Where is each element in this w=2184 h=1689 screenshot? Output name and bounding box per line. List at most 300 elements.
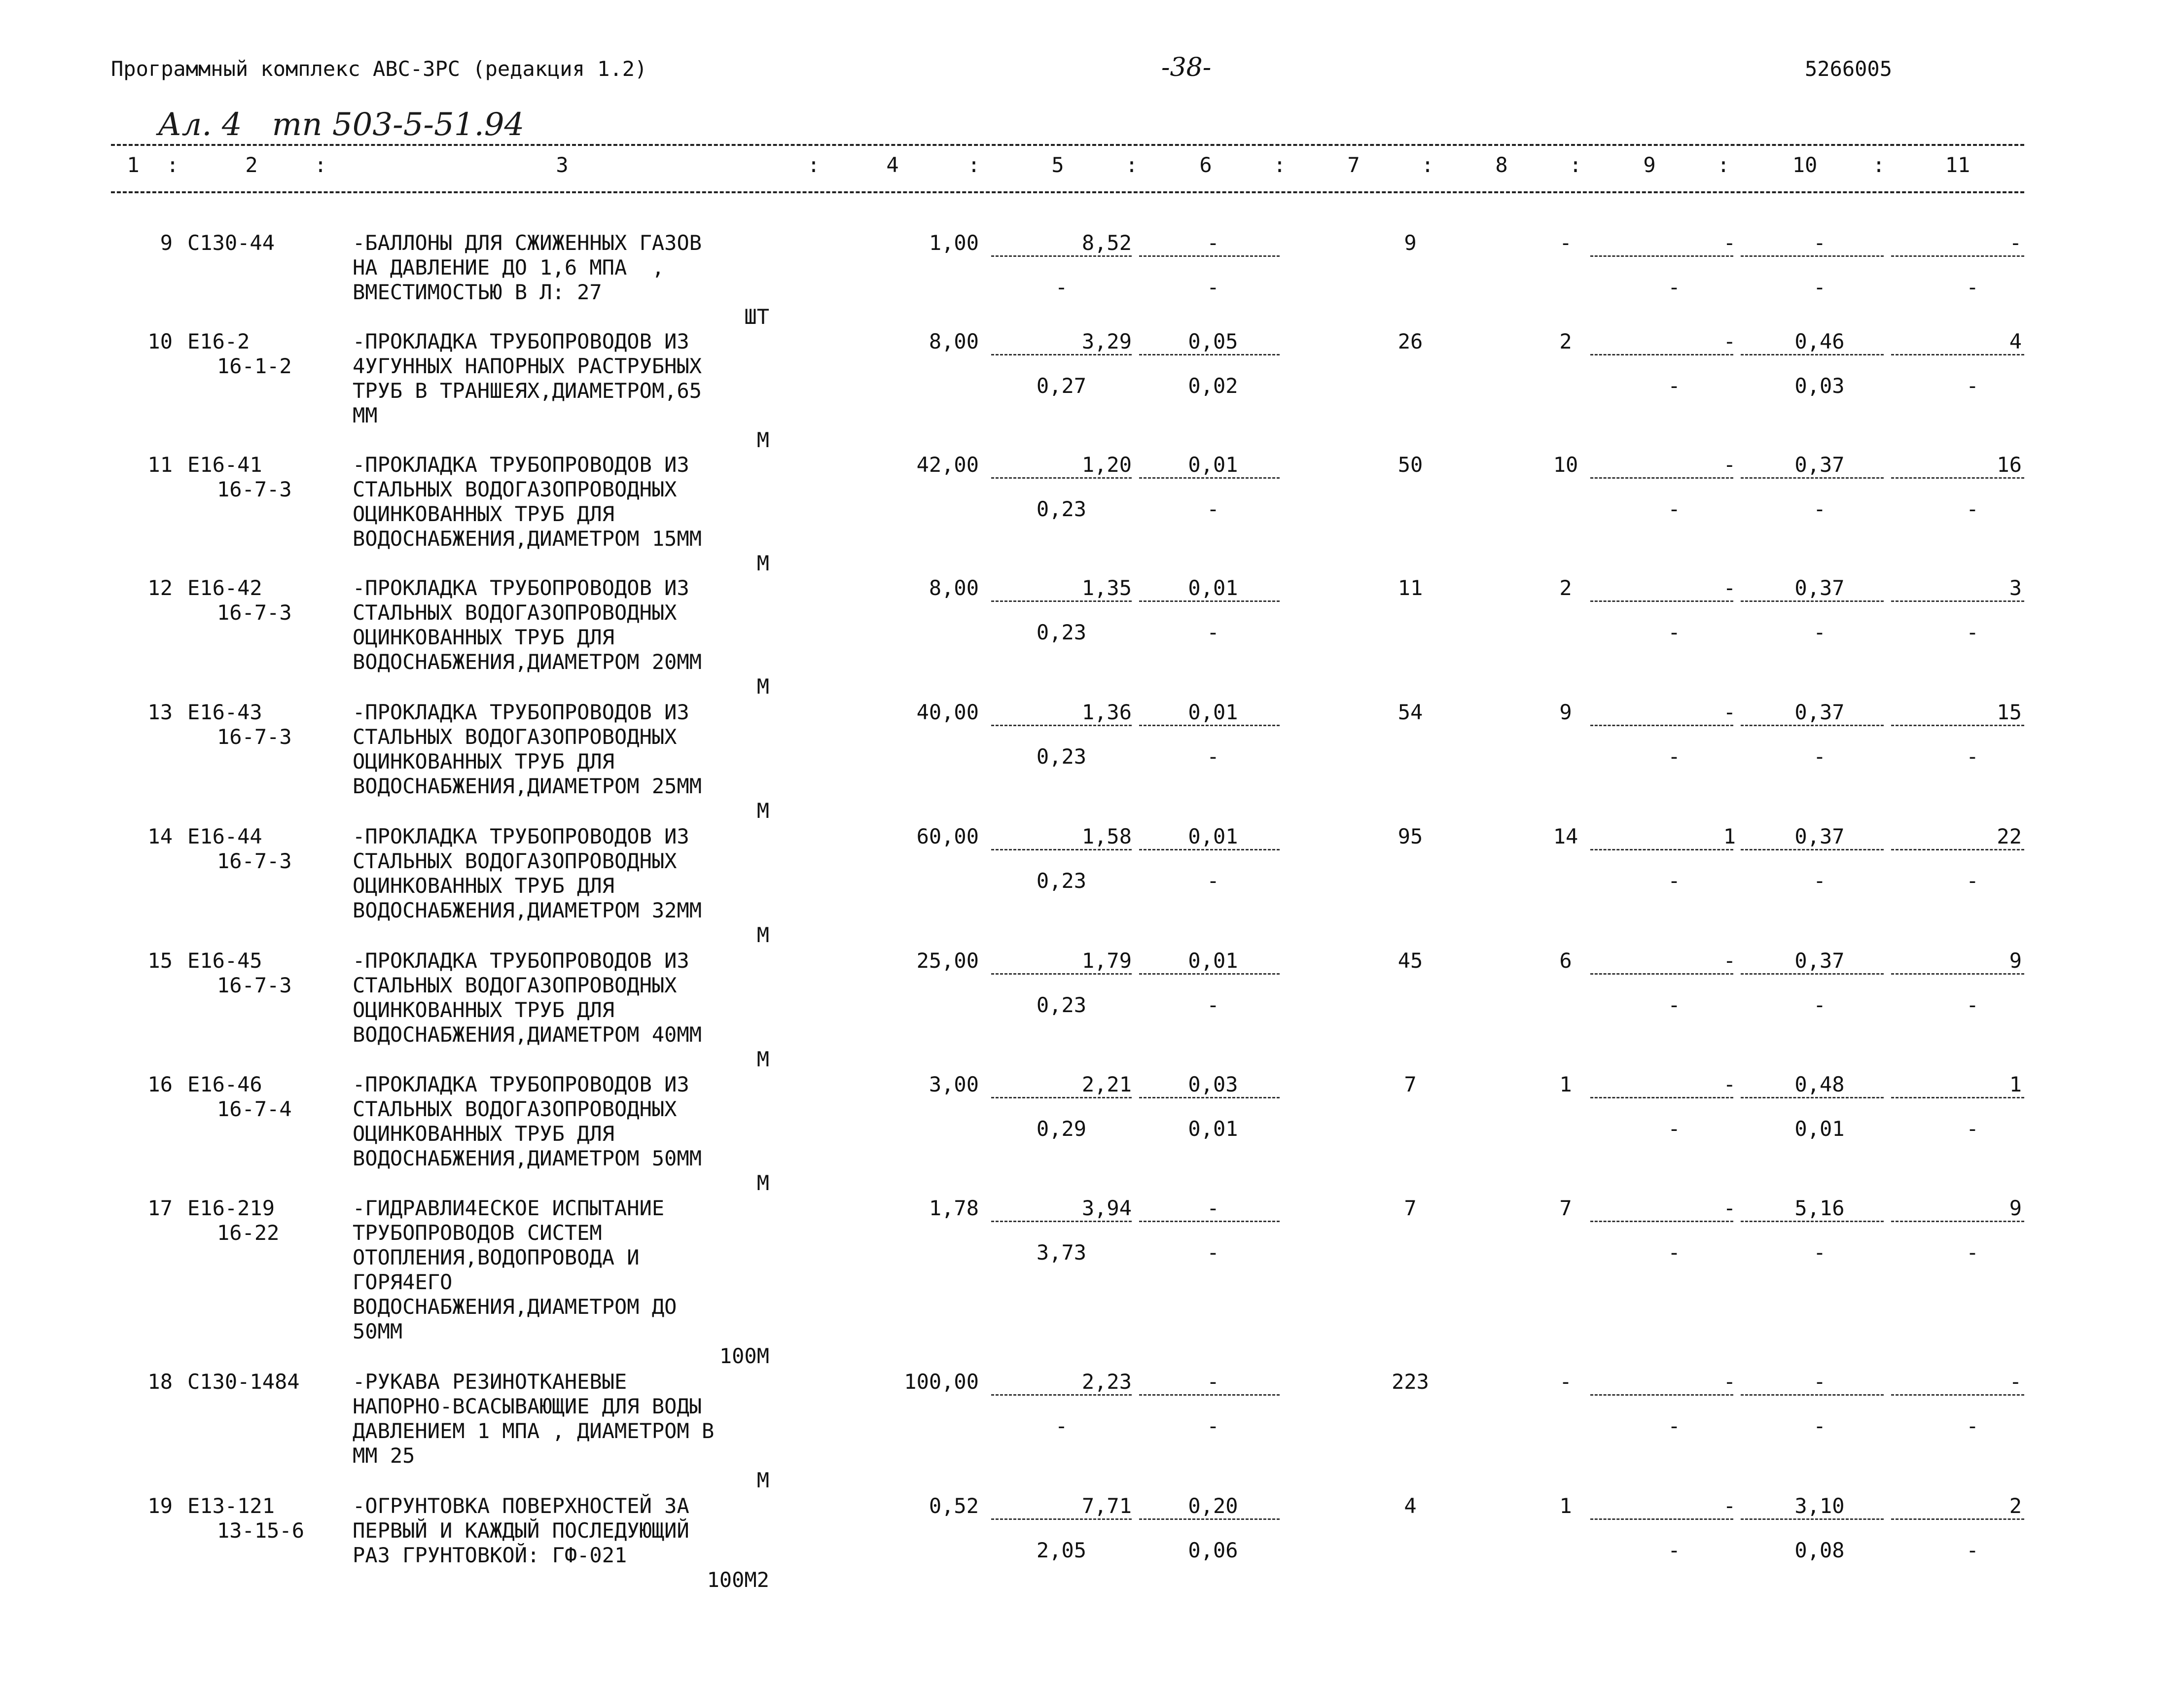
col9-top: -	[1723, 700, 1736, 724]
col11-bottom: -	[1966, 1538, 1979, 1562]
col5-divider	[991, 1221, 1132, 1222]
row-number: 9	[160, 231, 173, 255]
col5-divider	[991, 1097, 1132, 1098]
col8-value: 14	[1553, 824, 1578, 848]
work-description-line: ПЕРВЫЙ И КАЖДЫЙ ПОСЛЕДУЮЩИЙ	[353, 1518, 689, 1543]
col9-divider	[1590, 849, 1733, 850]
col6-divider	[1139, 725, 1280, 726]
col9-bottom: -	[1668, 744, 1681, 769]
work-description-line: ОЦИНКОВАННЫХ ТРУБ ДЛЯ	[353, 502, 615, 526]
col5-bottom: -	[1055, 1414, 1068, 1438]
col11-bottom: -	[1966, 1414, 1979, 1438]
col6-top: 0,01	[1188, 949, 1238, 973]
col6-bottom: 0,01	[1188, 1117, 1238, 1141]
col5-bottom: 3,73	[1036, 1240, 1087, 1265]
work-description-line: -ПРОКЛАДКА ТРУБОПРОВОДОВ ИЗ	[353, 824, 689, 848]
col10-divider	[1741, 1394, 1884, 1396]
col11-top: 4	[2009, 329, 2022, 353]
quantity: 8,00	[929, 576, 979, 600]
col10-bottom: -	[1813, 497, 1826, 521]
col9-top: -	[1723, 453, 1736, 477]
col11-bottom: -	[1966, 869, 1979, 893]
col6-top: 0,01	[1188, 453, 1238, 477]
column-number-11: 11	[1945, 153, 1970, 177]
col10-top: -	[1813, 1370, 1826, 1394]
row-number: 18	[147, 1370, 173, 1394]
col5-divider	[991, 477, 1132, 479]
work-description-line: СТАЛЬНЫХ ВОДОГАЗОПРОВОДНЫХ	[353, 849, 677, 873]
col10-bottom: -	[1813, 1414, 1826, 1438]
col5-divider	[991, 973, 1132, 975]
col11-top: -	[2009, 1370, 2022, 1394]
col9-top: -	[1723, 1494, 1736, 1518]
col6-divider	[1139, 600, 1280, 602]
col10-divider	[1741, 725, 1884, 726]
col10-top: 5,16	[1794, 1196, 1845, 1220]
rate-code: Е16-44	[187, 824, 262, 848]
col8-value: 7	[1559, 1196, 1572, 1220]
col6-top: -	[1207, 231, 1219, 255]
measure-unit: М	[756, 1468, 769, 1492]
col6-bottom: -	[1207, 1240, 1219, 1265]
col10-divider	[1741, 973, 1884, 975]
col11-bottom: -	[1966, 1117, 1979, 1141]
rate-code: Е16-43	[187, 700, 262, 724]
rate-code: Е13-121	[187, 1494, 275, 1518]
column-number-6: 6	[1199, 153, 1212, 177]
work-description-line: ОЦИНКОВАННЫХ ТРУБ ДЛЯ	[353, 874, 615, 898]
col9-top: 1	[1723, 824, 1736, 848]
measure-unit: М	[756, 923, 769, 947]
work-description-line: РАЗ ГРУНТОВКОЙ: ГФ-021	[353, 1543, 627, 1567]
col11-bottom: -	[1966, 1240, 1979, 1265]
col11-top: 15	[1997, 700, 2022, 724]
col7-value: 95	[1397, 824, 1423, 848]
row-number: 19	[147, 1494, 173, 1518]
col9-top: -	[1723, 576, 1736, 600]
work-description-line: ВОДОСНАБЖЕНИЯ,ДИАМЕТРОМ 20ММ	[353, 650, 702, 674]
header-rule-top	[111, 144, 2024, 146]
col11-top: 9	[2009, 1196, 2022, 1220]
measure-unit: М	[756, 674, 769, 699]
col7-value: 54	[1397, 700, 1423, 724]
col8-value: 1	[1559, 1072, 1572, 1096]
col11-divider	[1891, 477, 2024, 479]
col10-top: 0,37	[1794, 824, 1845, 848]
col10-bottom: 0,03	[1794, 374, 1845, 398]
column-number-10: 10	[1792, 153, 1818, 177]
col9-top: -	[1723, 231, 1736, 255]
column-number-5: 5	[1051, 153, 1064, 177]
col9-top: -	[1723, 949, 1736, 973]
row-number: 13	[147, 700, 173, 724]
quantity: 3,00	[929, 1072, 979, 1096]
work-description-line: -ОГРУНТОВКА ПОВЕРХНОСТЕЙ ЗА	[353, 1494, 689, 1518]
rate-code: 16-7-3	[217, 849, 292, 873]
work-description-line: -ГИДРАВЛИ4ЕСКОЕ ИСПЫТАНИЕ	[353, 1196, 665, 1220]
rate-code: 16-7-3	[217, 725, 292, 749]
column-number-8: 8	[1495, 153, 1508, 177]
col5-bottom: 0,23	[1036, 497, 1087, 521]
col6-top: 0,01	[1188, 824, 1238, 848]
col9-bottom: -	[1668, 1117, 1681, 1141]
rate-code: Е16-42	[187, 576, 262, 600]
work-description-line: СТАЛЬНЫХ ВОДОГАЗОПРОВОДНЫХ	[353, 725, 677, 749]
col7-value: 223	[1392, 1370, 1429, 1394]
work-description-line: ТРУБОПРОВОДОВ СИСТЕМ	[353, 1221, 602, 1245]
work-description-line: ВОДОСНАБЖЕНИЯ,ДИАМЕТРОМ ДО	[353, 1295, 677, 1319]
col9-divider	[1590, 255, 1733, 257]
measure-unit: 100М	[719, 1344, 769, 1368]
work-description-line: ОЦИНКОВАННЫХ ТРУБ ДЛЯ	[353, 749, 615, 774]
work-description-line: -ПРОКЛАДКА ТРУБОПРОВОДОВ ИЗ	[353, 700, 689, 724]
measure-unit: М	[756, 799, 769, 823]
col5-bottom: -	[1055, 275, 1068, 299]
quantity: 1,00	[929, 231, 979, 255]
col6-bottom: -	[1207, 1414, 1219, 1438]
measure-unit: 100М2	[707, 1568, 769, 1592]
column-number-4: 4	[886, 153, 899, 177]
col10-bottom: -	[1813, 620, 1826, 644]
col6-top: 0,01	[1188, 576, 1238, 600]
col11-divider	[1891, 600, 2024, 602]
header-rule-bottom	[111, 191, 2024, 193]
col6-bottom: -	[1207, 620, 1219, 644]
col8-value: 1	[1559, 1494, 1572, 1518]
col9-bottom: -	[1668, 497, 1681, 521]
col10-top: 0,37	[1794, 949, 1845, 973]
work-description-line: СТАЛЬНЫХ ВОДОГАЗОПРОВОДНЫХ	[353, 600, 677, 625]
col7-value: 50	[1397, 453, 1423, 477]
rate-code: 16-7-4	[217, 1097, 292, 1121]
row-number: 15	[147, 949, 173, 973]
col6-divider	[1139, 1221, 1280, 1222]
column-number-9: 9	[1643, 153, 1656, 177]
col9-divider	[1590, 1518, 1733, 1520]
quantity: 42,00	[916, 453, 979, 477]
col10-bottom: 0,08	[1794, 1538, 1845, 1562]
col10-bottom: -	[1813, 275, 1826, 299]
col5-top: 2,21	[1081, 1072, 1132, 1096]
column-number-1: 1	[127, 153, 140, 177]
col11-top: 9	[2009, 949, 2022, 973]
col10-divider	[1741, 849, 1884, 850]
col10-top: 0,37	[1794, 576, 1845, 600]
col5-bottom: 0,23	[1036, 744, 1087, 769]
work-description-line: -БАЛЛОНЫ ДЛЯ СЖИЖЕННЫХ ГАЗОВ	[353, 231, 702, 255]
col6-top: 0,01	[1188, 700, 1238, 724]
col11-divider	[1891, 1097, 2024, 1098]
col5-top: 2,23	[1081, 1370, 1132, 1394]
col11-divider	[1891, 354, 2024, 355]
column-number-2: 2	[245, 153, 258, 177]
work-description-line: -ПРОКЛАДКА ТРУБОПРОВОДОВ ИЗ	[353, 453, 689, 477]
col9-bottom: -	[1668, 374, 1681, 398]
col6-bottom: -	[1207, 744, 1219, 769]
column-separator: :	[1273, 153, 1286, 177]
col5-bottom: 2,05	[1036, 1538, 1087, 1562]
sheet-reference: Ал. 4 тп 503-5-51.94	[158, 106, 525, 143]
col5-top: 3,29	[1081, 329, 1132, 353]
col7-value: 4	[1404, 1494, 1417, 1518]
column-separator: :	[807, 153, 820, 177]
col11-top: 1	[2009, 1072, 2022, 1096]
work-description-line: -ПРОКЛАДКА ТРУБОПРОВОДОВ ИЗ	[353, 576, 689, 600]
rate-code: С130-44	[187, 231, 275, 255]
col5-bottom: 0,23	[1036, 993, 1087, 1017]
col10-divider	[1741, 600, 1884, 602]
rate-code: Е16-46	[187, 1072, 262, 1096]
col11-divider	[1891, 1394, 2024, 1396]
work-description-line: ТРУБ В ТРАНШЕЯХ,ДИАМЕТРОМ,65	[353, 379, 702, 403]
col11-divider	[1891, 255, 2024, 257]
col5-divider	[991, 849, 1132, 850]
work-description-line: -ПРОКЛАДКА ТРУБОПРОВОДОВ ИЗ	[353, 1072, 689, 1096]
col10-top: 0,48	[1794, 1072, 1845, 1096]
measure-unit: М	[756, 428, 769, 452]
work-description-line: СТАЛЬНЫХ ВОДОГАЗОПРОВОДНЫХ	[353, 477, 677, 501]
column-separator: :	[1421, 153, 1434, 177]
col8-value: 2	[1559, 329, 1572, 353]
col11-bottom: -	[1966, 497, 1979, 521]
col11-top: 2	[2009, 1494, 2022, 1518]
col6-bottom: -	[1207, 497, 1219, 521]
col9-top: -	[1723, 329, 1736, 353]
col6-top: -	[1207, 1370, 1219, 1394]
rate-code: Е16-45	[187, 949, 262, 973]
column-separator: :	[166, 153, 179, 177]
col9-bottom: -	[1668, 869, 1681, 893]
col9-divider	[1590, 1394, 1733, 1396]
col6-bottom: -	[1207, 993, 1219, 1017]
col5-top: 3,94	[1081, 1196, 1132, 1220]
row-number: 14	[147, 824, 173, 848]
work-description-line: ОТОПЛЕНИЯ,ВОДОПРОВОДА И	[353, 1245, 640, 1269]
quantity: 40,00	[916, 700, 979, 724]
work-description-line: ВОДОСНАБЖЕНИЯ,ДИАМЕТРОМ 40ММ	[353, 1022, 702, 1047]
work-description-line: СТАЛЬНЫХ ВОДОГАЗОПРОВОДНЫХ	[353, 973, 677, 997]
col8-value: 9	[1559, 700, 1572, 724]
rate-code: 16-1-2	[217, 354, 292, 378]
col6-divider	[1139, 477, 1280, 479]
col6-bottom: 0,06	[1188, 1538, 1238, 1562]
col6-bottom: -	[1207, 275, 1219, 299]
col8-value: -	[1559, 1370, 1572, 1394]
col5-divider	[991, 255, 1132, 257]
work-description-line: -ПРОКЛАДКА ТРУБОПРОВОДОВ ИЗ	[353, 329, 689, 353]
column-number-7: 7	[1347, 153, 1360, 177]
col9-top: -	[1723, 1072, 1736, 1096]
col11-divider	[1891, 725, 2024, 726]
page-number: -38-	[1161, 53, 1212, 82]
col10-divider	[1741, 354, 1884, 355]
col6-top: 0,20	[1188, 1494, 1238, 1518]
col10-top: 3,10	[1794, 1494, 1845, 1518]
rate-code: Е16-219	[187, 1196, 275, 1220]
col11-divider	[1891, 1518, 2024, 1520]
column-separator: :	[1872, 153, 1885, 177]
col9-bottom: -	[1668, 1538, 1681, 1562]
col7-value: 11	[1397, 576, 1423, 600]
col5-bottom: 0,23	[1036, 620, 1087, 644]
col11-bottom: -	[1966, 993, 1979, 1017]
col8-value: 10	[1553, 453, 1578, 477]
rate-code: Е16-41	[187, 453, 262, 477]
row-number: 17	[147, 1196, 173, 1220]
col5-divider	[991, 1518, 1132, 1520]
measure-unit: ШТ	[744, 305, 769, 329]
col11-divider	[1891, 973, 2024, 975]
rate-code: С130-1484	[187, 1370, 300, 1394]
work-description-line: ОЦИНКОВАННЫХ ТРУБ ДЛЯ	[353, 625, 615, 649]
col10-bottom: 0,01	[1794, 1117, 1845, 1141]
quantity: 1,78	[929, 1196, 979, 1220]
quantity: 60,00	[916, 824, 979, 848]
col11-top: 22	[1997, 824, 2022, 848]
row-number: 16	[147, 1072, 173, 1096]
col5-top: 7,71	[1081, 1494, 1132, 1518]
col5-divider	[991, 600, 1132, 602]
work-description-line: ДАВЛЕНИЕМ 1 МПА , ДИАМЕТРОМ В	[353, 1419, 715, 1443]
rate-code: 13-15-6	[217, 1518, 305, 1543]
row-number: 10	[147, 329, 173, 353]
col10-top: 0,46	[1794, 329, 1845, 353]
col6-divider	[1139, 973, 1280, 975]
col6-divider	[1139, 255, 1280, 257]
col7-value: 26	[1397, 329, 1423, 353]
row-number: 12	[147, 576, 173, 600]
column-separator: :	[1717, 153, 1730, 177]
work-description-line: ВОДОСНАБЖЕНИЯ,ДИАМЕТРОМ 25ММ	[353, 774, 702, 798]
col10-bottom: -	[1813, 993, 1826, 1017]
col10-divider	[1741, 477, 1884, 479]
col5-divider	[991, 1394, 1132, 1396]
col5-top: 8,52	[1081, 231, 1132, 255]
col5-bottom: 0,23	[1036, 869, 1087, 893]
measure-unit: М	[756, 1047, 769, 1071]
col11-top: -	[2009, 231, 2022, 255]
rate-code: 16-7-3	[217, 600, 292, 625]
col6-top: 0,05	[1188, 329, 1238, 353]
col9-divider	[1590, 973, 1733, 975]
quantity: 0,52	[929, 1494, 979, 1518]
col6-divider	[1139, 849, 1280, 850]
work-description-line: НАПОРНО-ВСАСЫВАЮЩИЕ ДЛЯ ВОДЫ	[353, 1394, 702, 1418]
work-description-line: 4УГУННЫХ НАПОРНЫХ РАСТРУБНЫХ	[353, 354, 702, 378]
col9-bottom: -	[1668, 275, 1681, 299]
col11-divider	[1891, 1221, 2024, 1222]
work-description-line: ГОРЯ4ЕГО	[353, 1270, 453, 1294]
col10-top: 0,37	[1794, 700, 1845, 724]
work-description-line: НА ДАВЛЕНИЕ ДО 1,6 МПА ,	[353, 255, 665, 280]
col9-bottom: -	[1668, 620, 1681, 644]
rate-code: 16-22	[217, 1221, 280, 1245]
column-number-3: 3	[556, 153, 569, 177]
col8-value: -	[1559, 231, 1572, 255]
col9-divider	[1590, 354, 1733, 355]
col10-divider	[1741, 1518, 1884, 1520]
quantity: 8,00	[929, 329, 979, 353]
rate-code: Е16-2	[187, 329, 250, 353]
col6-divider	[1139, 1518, 1280, 1520]
col7-value: 7	[1404, 1072, 1417, 1096]
rate-code: 16-7-3	[217, 477, 292, 501]
col11-top: 3	[2009, 576, 2022, 600]
col10-divider	[1741, 255, 1884, 257]
col6-divider	[1139, 354, 1280, 355]
col10-top: -	[1813, 231, 1826, 255]
col9-divider	[1590, 725, 1733, 726]
work-description-line: ВМЕСТИМОСТЬЮ В Л: 27	[353, 280, 602, 304]
col9-divider	[1590, 1221, 1733, 1222]
col9-divider	[1590, 600, 1733, 602]
rate-code: 16-7-3	[217, 973, 292, 997]
work-description-line: ВОДОСНАБЖЕНИЯ,ДИАМЕТРОМ 50ММ	[353, 1146, 702, 1170]
col10-top: 0,37	[1794, 453, 1845, 477]
col6-divider	[1139, 1394, 1280, 1396]
row-number: 11	[147, 453, 173, 477]
col7-value: 7	[1404, 1196, 1417, 1220]
work-description-line: -ПРОКЛАДКА ТРУБОПРОВОДОВ ИЗ	[353, 949, 689, 973]
col6-divider	[1139, 1097, 1280, 1098]
column-separator: :	[1125, 153, 1138, 177]
col5-top: 1,35	[1081, 576, 1132, 600]
col5-divider	[991, 725, 1132, 726]
work-description-line: ВОДОСНАБЖЕНИЯ,ДИАМЕТРОМ 32ММ	[353, 898, 702, 922]
col5-top: 1,79	[1081, 949, 1132, 973]
column-separator: :	[1569, 153, 1582, 177]
col6-top: 0,03	[1188, 1072, 1238, 1096]
column-separator: :	[967, 153, 980, 177]
work-description-line: -РУКАВА РЕЗИНОТКАНЕВЫЕ	[353, 1370, 627, 1394]
col9-top: -	[1723, 1196, 1736, 1220]
measure-unit: М	[756, 551, 769, 575]
col11-bottom: -	[1966, 275, 1979, 299]
col10-bottom: -	[1813, 1240, 1826, 1265]
program-header: Программный комплекс АВС-3РС (редакция 1.2)	[111, 57, 647, 81]
quantity: 100,00	[904, 1370, 979, 1394]
col6-top: -	[1207, 1196, 1219, 1220]
col9-top: -	[1723, 1370, 1736, 1394]
col7-value: 45	[1397, 949, 1423, 973]
quantity: 25,00	[916, 949, 979, 973]
col5-top: 1,20	[1081, 453, 1132, 477]
col5-bottom: 0,29	[1036, 1117, 1087, 1141]
col10-divider	[1741, 1097, 1884, 1098]
col5-top: 1,58	[1081, 824, 1132, 848]
col11-bottom: -	[1966, 374, 1979, 398]
col6-bottom: -	[1207, 869, 1219, 893]
col9-bottom: -	[1668, 993, 1681, 1017]
col9-divider	[1590, 477, 1733, 479]
col8-value: 2	[1559, 576, 1572, 600]
col11-bottom: -	[1966, 620, 1979, 644]
work-description-line: 50ММ	[353, 1319, 403, 1343]
col5-top: 1,36	[1081, 700, 1132, 724]
work-description-line: ОЦИНКОВАННЫХ ТРУБ ДЛЯ	[353, 1122, 615, 1146]
col9-bottom: -	[1668, 1414, 1681, 1438]
measure-unit: М	[756, 1171, 769, 1195]
col7-value: 9	[1404, 231, 1417, 255]
work-description-line: СТАЛЬНЫХ ВОДОГАЗОПРОВОДНЫХ	[353, 1097, 677, 1121]
col11-divider	[1891, 849, 2024, 850]
col11-top: 16	[1997, 453, 2022, 477]
document-code: 5266005	[1805, 57, 1893, 81]
col11-bottom: -	[1966, 744, 1979, 769]
work-description-line: ОЦИНКОВАННЫХ ТРУБ ДЛЯ	[353, 998, 615, 1022]
col8-value: 6	[1559, 949, 1572, 973]
col10-bottom: -	[1813, 744, 1826, 769]
